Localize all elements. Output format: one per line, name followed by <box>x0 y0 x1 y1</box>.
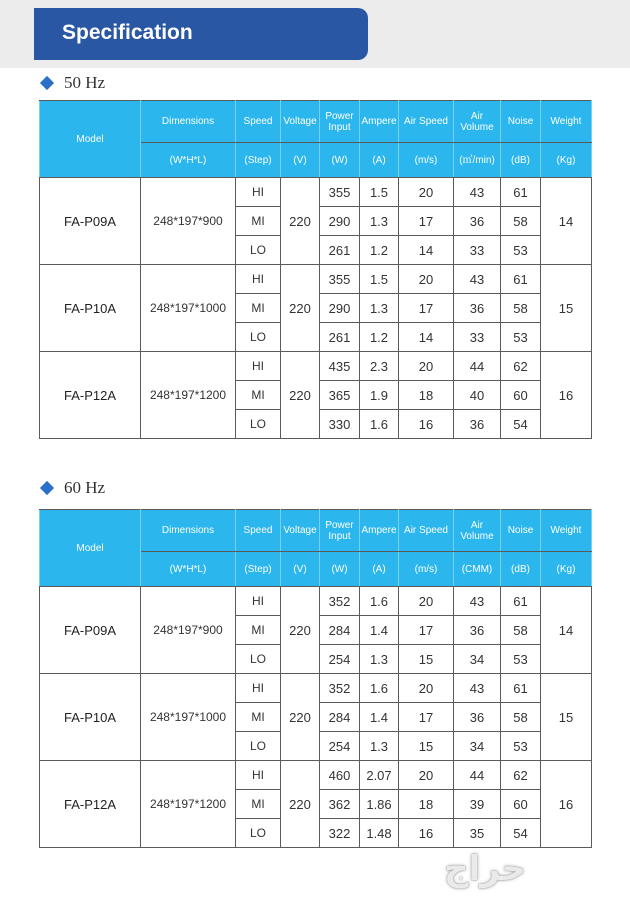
ampere-cell: 1.3 <box>360 645 399 674</box>
unit-power: (W) <box>320 143 360 178</box>
dimensions-cell: 248*197*900 <box>141 587 236 674</box>
speed-cell: LO <box>236 236 281 265</box>
model-cell: FA-P10A <box>40 674 141 761</box>
speed-cell: HI <box>236 178 281 207</box>
unit-dimensions: (W*H*L) <box>141 552 236 587</box>
air-volume-cell: 36 <box>454 616 501 645</box>
header-air-speed: Air Speed <box>399 510 454 552</box>
air-speed-cell: 15 <box>399 645 454 674</box>
weight-cell: 15 <box>541 265 592 352</box>
unit-voltage: (V) <box>281 143 320 178</box>
unit-air-volume: (㎥/min) <box>454 143 501 178</box>
noise-cell: 53 <box>501 645 541 674</box>
spec-table-60hz <box>39 509 592 848</box>
unit-air-speed: (m/s) <box>399 552 454 587</box>
spec-table-50hz <box>39 100 592 439</box>
header-noise: Noise <box>501 510 541 552</box>
dimensions-cell: 248*197*1200 <box>141 352 236 439</box>
air-speed-cell: 18 <box>399 381 454 410</box>
weight-cell: 16 <box>541 352 592 439</box>
air-speed-cell: 20 <box>399 352 454 381</box>
model-cell: FA-P12A <box>40 352 141 439</box>
section-title-text: 50 Hz <box>64 73 106 92</box>
ampere-cell: 1.86 <box>360 790 399 819</box>
air-speed-cell: 16 <box>399 819 454 848</box>
unit-speed: (Step) <box>236 552 281 587</box>
speed-cell: LO <box>236 323 281 352</box>
power-cell: 290 <box>320 207 360 236</box>
dimensions-cell: 248*197*900 <box>141 178 236 265</box>
power-cell: 365 <box>320 381 360 410</box>
dimensions-cell: 248*197*1000 <box>141 674 236 761</box>
diamond-bullet-icon <box>40 76 54 90</box>
power-cell: 330 <box>320 410 360 439</box>
ampere-cell: 1.4 <box>360 703 399 732</box>
speed-cell: HI <box>236 352 281 381</box>
ampere-cell: 1.48 <box>360 819 399 848</box>
air-volume-cell: 44 <box>454 761 501 790</box>
speed-cell: LO <box>236 732 281 761</box>
speed-cell: MI <box>236 294 281 323</box>
noise-cell: 54 <box>501 819 541 848</box>
header-ampere: Ampere <box>360 101 399 143</box>
section-title-60hz <box>38 477 105 499</box>
weight-cell: 15 <box>541 674 592 761</box>
air-volume-cell: 43 <box>454 265 501 294</box>
air-volume-cell: 39 <box>454 790 501 819</box>
unit-noise: (dB) <box>501 552 541 587</box>
header-model: Model <box>40 510 141 587</box>
noise-cell: 61 <box>501 265 541 294</box>
voltage-cell: 220 <box>281 178 320 265</box>
air-speed-cell: 20 <box>399 178 454 207</box>
air-volume-cell: 34 <box>454 645 501 674</box>
header-voltage: Voltage <box>281 510 320 552</box>
power-cell: 284 <box>320 703 360 732</box>
air-volume-cell: 43 <box>454 587 501 616</box>
power-cell: 322 <box>320 819 360 848</box>
header-dimensions: Dimensions <box>141 101 236 143</box>
power-cell: 352 <box>320 587 360 616</box>
unit-ampere: (A) <box>360 143 399 178</box>
speed-cell: MI <box>236 616 281 645</box>
unit-weight: (Kg) <box>541 143 592 178</box>
unit-noise: (dB) <box>501 143 541 178</box>
unit-weight: (Kg) <box>541 552 592 587</box>
air-volume-cell: 36 <box>454 410 501 439</box>
air-volume-cell: 34 <box>454 732 501 761</box>
ampere-cell: 1.6 <box>360 674 399 703</box>
voltage-cell: 220 <box>281 352 320 439</box>
noise-cell: 58 <box>501 616 541 645</box>
weight-cell: 14 <box>541 178 592 265</box>
power-cell: 254 <box>320 645 360 674</box>
noise-cell: 60 <box>501 790 541 819</box>
ampere-cell: 1.3 <box>360 294 399 323</box>
header-speed: Speed <box>236 510 281 552</box>
unit-ampere: (A) <box>360 552 399 587</box>
header-power-input: Power Input <box>320 101 360 143</box>
voltage-cell: 220 <box>281 761 320 848</box>
air-speed-cell: 20 <box>399 587 454 616</box>
noise-cell: 53 <box>501 732 541 761</box>
power-cell: 261 <box>320 323 360 352</box>
noise-cell: 54 <box>501 410 541 439</box>
header-air-volume: Air Volume <box>454 101 501 143</box>
noise-cell: 60 <box>501 381 541 410</box>
ampere-cell: 2.07 <box>360 761 399 790</box>
speed-cell: LO <box>236 819 281 848</box>
unit-dimensions: (W*H*L) <box>141 143 236 178</box>
header-dimensions: Dimensions <box>141 510 236 552</box>
power-cell: 460 <box>320 761 360 790</box>
dimensions-cell: 248*197*1000 <box>141 265 236 352</box>
table-row <box>40 674 592 703</box>
table-row <box>40 178 592 207</box>
voltage-cell: 220 <box>281 674 320 761</box>
speed-cell: LO <box>236 410 281 439</box>
diamond-bullet-icon <box>40 481 54 495</box>
unit-power: (W) <box>320 552 360 587</box>
air-volume-cell: 40 <box>454 381 501 410</box>
noise-cell: 61 <box>501 178 541 207</box>
air-speed-cell: 16 <box>399 410 454 439</box>
header-power-input: Power Input <box>320 510 360 552</box>
ampere-cell: 1.6 <box>360 410 399 439</box>
speed-cell: LO <box>236 645 281 674</box>
air-speed-cell: 17 <box>399 703 454 732</box>
noise-cell: 53 <box>501 236 541 265</box>
unit-air-volume: (CMM) <box>454 552 501 587</box>
air-volume-cell: 43 <box>454 674 501 703</box>
power-cell: 435 <box>320 352 360 381</box>
model-cell: FA-P09A <box>40 587 141 674</box>
section-title-50hz <box>38 72 105 94</box>
speed-cell: HI <box>236 674 281 703</box>
air-speed-cell: 15 <box>399 732 454 761</box>
air-volume-cell: 33 <box>454 236 501 265</box>
noise-cell: 61 <box>501 587 541 616</box>
header-weight: Weight <box>541 101 592 143</box>
air-volume-cell: 35 <box>454 819 501 848</box>
table-row <box>40 352 592 381</box>
air-volume-cell: 36 <box>454 207 501 236</box>
power-cell: 355 <box>320 265 360 294</box>
air-speed-cell: 14 <box>399 323 454 352</box>
ampere-cell: 1.5 <box>360 265 399 294</box>
air-speed-cell: 20 <box>399 674 454 703</box>
air-speed-cell: 17 <box>399 294 454 323</box>
speed-cell: HI <box>236 587 281 616</box>
noise-cell: 53 <box>501 323 541 352</box>
voltage-cell: 220 <box>281 587 320 674</box>
header-weight: Weight <box>541 510 592 552</box>
ampere-cell: 1.6 <box>360 587 399 616</box>
unit-speed: (Step) <box>236 143 281 178</box>
dimensions-cell: 248*197*1200 <box>141 761 236 848</box>
table-row <box>40 265 592 294</box>
noise-cell: 62 <box>501 761 541 790</box>
watermark-logo: حراج <box>444 850 526 888</box>
power-cell: 355 <box>320 178 360 207</box>
noise-cell: 58 <box>501 207 541 236</box>
model-cell: FA-P10A <box>40 265 141 352</box>
power-cell: 362 <box>320 790 360 819</box>
ampere-cell: 1.9 <box>360 381 399 410</box>
air-volume-cell: 43 <box>454 178 501 207</box>
ampere-cell: 1.5 <box>360 178 399 207</box>
page-title: Specification <box>34 8 368 60</box>
air-speed-cell: 20 <box>399 761 454 790</box>
air-speed-cell: 17 <box>399 207 454 236</box>
power-cell: 284 <box>320 616 360 645</box>
air-volume-cell: 36 <box>454 703 501 732</box>
noise-cell: 58 <box>501 703 541 732</box>
noise-cell: 62 <box>501 352 541 381</box>
model-cell: FA-P09A <box>40 178 141 265</box>
power-cell: 254 <box>320 732 360 761</box>
header-model: Model <box>40 101 141 178</box>
header-air-volume: Air Volume <box>454 510 501 552</box>
speed-cell: MI <box>236 790 281 819</box>
header-speed: Speed <box>236 101 281 143</box>
air-volume-cell: 36 <box>454 294 501 323</box>
power-cell: 352 <box>320 674 360 703</box>
weight-cell: 14 <box>541 587 592 674</box>
speed-cell: MI <box>236 703 281 732</box>
ampere-cell: 1.4 <box>360 616 399 645</box>
noise-cell: 61 <box>501 674 541 703</box>
ampere-cell: 1.2 <box>360 236 399 265</box>
air-speed-cell: 17 <box>399 616 454 645</box>
header-ampere: Ampere <box>360 510 399 552</box>
air-speed-cell: 18 <box>399 790 454 819</box>
air-speed-cell: 20 <box>399 265 454 294</box>
ampere-cell: 1.3 <box>360 732 399 761</box>
power-cell: 261 <box>320 236 360 265</box>
ampere-cell: 1.3 <box>360 207 399 236</box>
header-noise: Noise <box>501 101 541 143</box>
speed-cell: MI <box>236 207 281 236</box>
voltage-cell: 220 <box>281 265 320 352</box>
speed-cell: MI <box>236 381 281 410</box>
air-speed-cell: 14 <box>399 236 454 265</box>
power-cell: 290 <box>320 294 360 323</box>
speed-cell: HI <box>236 761 281 790</box>
table-row <box>40 761 592 790</box>
model-cell: FA-P12A <box>40 761 141 848</box>
ampere-cell: 2.3 <box>360 352 399 381</box>
unit-air-speed: (m/s) <box>399 143 454 178</box>
air-volume-cell: 33 <box>454 323 501 352</box>
weight-cell: 16 <box>541 761 592 848</box>
table-row <box>40 587 592 616</box>
header-air-speed: Air Speed <box>399 101 454 143</box>
speed-cell: HI <box>236 265 281 294</box>
ampere-cell: 1.2 <box>360 323 399 352</box>
section-title-text: 60 Hz <box>64 478 106 497</box>
air-volume-cell: 44 <box>454 352 501 381</box>
unit-voltage: (V) <box>281 552 320 587</box>
noise-cell: 58 <box>501 294 541 323</box>
header-voltage: Voltage <box>281 101 320 143</box>
